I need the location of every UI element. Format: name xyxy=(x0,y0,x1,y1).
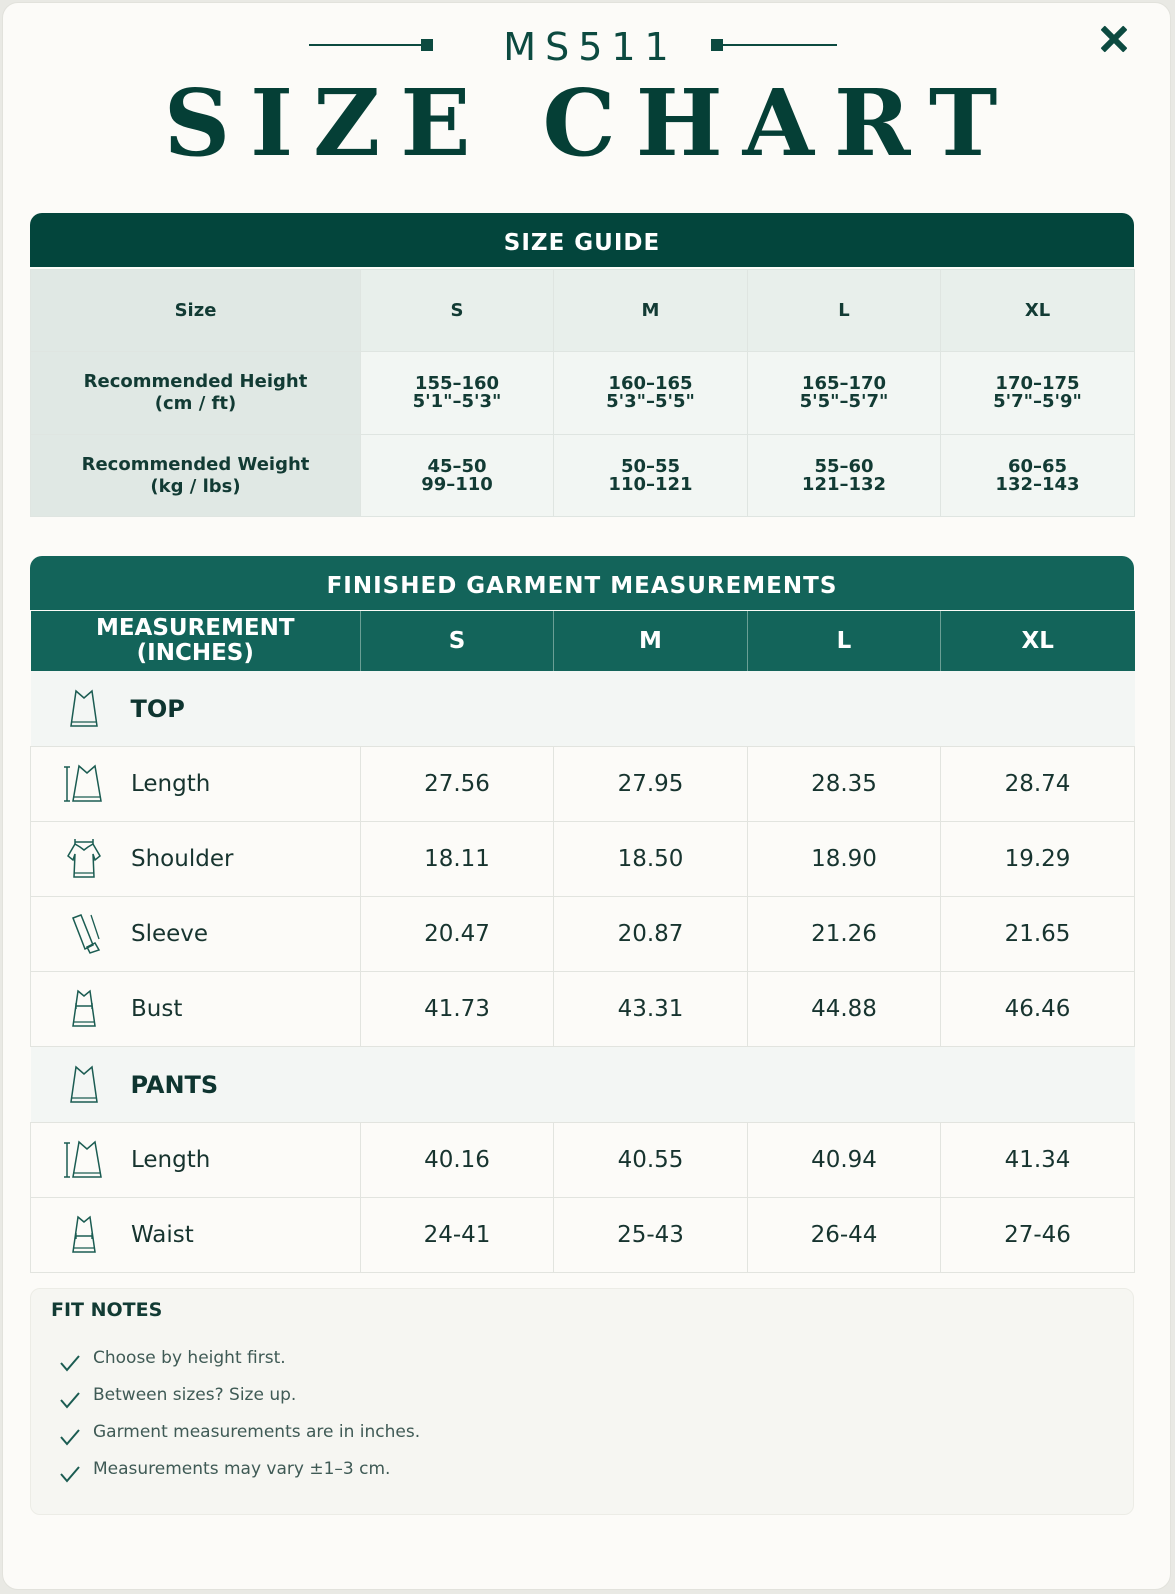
top-shoulder-xl: 19.29 xyxy=(941,822,1135,897)
fit-note-4: Measurements may vary ±1–3 cm. xyxy=(93,1459,391,1479)
height-row xyxy=(31,352,1135,435)
fit-note-1: Choose by height first. xyxy=(93,1348,286,1368)
measure-m-header: M xyxy=(554,611,748,671)
top-length-m: 27.95 xyxy=(554,747,748,822)
weight-xl: 60–65 132–143 xyxy=(941,435,1135,517)
top-shoulder-m: 18.50 xyxy=(554,822,748,897)
fit-notes-title: FIT NOTES xyxy=(51,1299,163,1321)
weight-s: 45–50 99–110 xyxy=(361,435,554,517)
pants-waist-row xyxy=(31,1198,1135,1273)
check-icon xyxy=(59,1390,81,1410)
height-xl: 170–175 5'7"–5'9" xyxy=(941,352,1135,435)
pants-length-xl: 41.34 xyxy=(941,1123,1135,1198)
height-l: 165–170 5'5"–5'7" xyxy=(748,352,941,435)
size-column-label: Size xyxy=(31,270,361,352)
top-sleeve-row xyxy=(31,897,1135,972)
top-shoulder-row xyxy=(31,822,1135,897)
pants-waist-xl: 27-46 xyxy=(941,1198,1135,1273)
top-bust-s: 41.73 xyxy=(361,972,554,1047)
product-code: MS511 xyxy=(503,25,678,69)
height-m: 160–165 5'3"–5'5" xyxy=(554,352,748,435)
measurements-header-row xyxy=(31,611,1135,671)
top-length-xl: 28.74 xyxy=(941,747,1135,822)
measure-s-header: S xyxy=(361,611,554,671)
pants-length-l: 40.94 xyxy=(748,1123,941,1198)
garment-shoulder-icon xyxy=(63,838,105,880)
size-xl-header: XL xyxy=(941,270,1135,352)
top-bust-row xyxy=(31,972,1135,1047)
pants-length-row xyxy=(31,1123,1135,1198)
height-s: 155–160 5'1"–5'3" xyxy=(361,352,554,435)
measure-xl-header: XL xyxy=(941,611,1135,671)
top-bust-m: 43.31 xyxy=(554,972,748,1047)
top-sleeve-l: 21.26 xyxy=(748,897,941,972)
fit-notes-panel xyxy=(30,1288,1134,1515)
top-sleeve-label: Sleeve xyxy=(131,921,209,947)
pants-waist-s: 24-41 xyxy=(361,1198,554,1273)
top-shoulder-s: 18.11 xyxy=(361,822,554,897)
check-icon xyxy=(59,1427,81,1447)
measurements-title: FINISHED GARMENT MEASUREMENTS xyxy=(30,556,1134,610)
top-length-label: Length xyxy=(131,771,211,797)
size-s-header: S xyxy=(361,270,554,352)
top-sleeve-s: 20.47 xyxy=(361,897,554,972)
category-top-label: TOP xyxy=(130,694,185,723)
check-icon xyxy=(59,1353,81,1373)
top-garment-icon xyxy=(63,688,105,730)
category-pants-label: PANTS xyxy=(130,1070,219,1099)
fit-note-2: Between sizes? Size up. xyxy=(93,1385,297,1405)
pants-waist-m: 25-43 xyxy=(554,1198,748,1273)
pants-length-m: 40.55 xyxy=(554,1123,748,1198)
pants-garment-icon xyxy=(63,1064,105,1106)
category-top-row xyxy=(31,671,1135,747)
fit-note-3: Garment measurements are in inches. xyxy=(93,1422,421,1442)
sleeve-icon xyxy=(63,913,105,955)
garment-length-icon xyxy=(63,1139,105,1181)
top-bust-l: 44.88 xyxy=(748,972,941,1047)
size-m-header: M xyxy=(554,270,748,352)
size-guide-header-row xyxy=(31,270,1135,352)
top-shoulder-label: Shoulder xyxy=(131,846,234,872)
top-length-l: 28.35 xyxy=(748,747,941,822)
size-l-header: L xyxy=(748,270,941,352)
top-shoulder-l: 18.90 xyxy=(748,822,941,897)
pants-waist-l: 26-44 xyxy=(748,1198,941,1273)
measurement-column-label: MEASUREMENT (INCHES) xyxy=(31,611,361,671)
size-guide-table xyxy=(30,269,1135,517)
garment-length-icon xyxy=(63,763,105,805)
pants-length-s: 40.16 xyxy=(361,1123,554,1198)
top-length-row xyxy=(31,747,1135,822)
size-guide-title: SIZE GUIDE xyxy=(30,213,1134,267)
measure-l-header: L xyxy=(748,611,941,671)
page-title: SIZE CHART xyxy=(163,69,1018,177)
top-bust-label: Bust xyxy=(131,996,183,1022)
garment-bust-icon xyxy=(63,988,105,1030)
top-bust-xl: 46.46 xyxy=(941,972,1135,1047)
pants-waist-label: Waist xyxy=(131,1222,194,1248)
measurements-table xyxy=(30,611,1135,1273)
size-chart-card xyxy=(2,2,1171,1590)
category-pants-row xyxy=(31,1047,1135,1123)
weight-m: 50–55 110–121 xyxy=(554,435,748,517)
weight-row xyxy=(31,435,1135,517)
check-icon xyxy=(59,1464,81,1484)
garment-waist-icon xyxy=(63,1214,105,1256)
weight-label: Recommended Weight (kg / lbs) xyxy=(31,435,361,517)
top-sleeve-m: 20.87 xyxy=(554,897,748,972)
height-label: Recommended Height (cm / ft) xyxy=(31,352,361,435)
top-sleeve-xl: 21.65 xyxy=(941,897,1135,972)
top-length-s: 27.56 xyxy=(361,747,554,822)
pants-length-label: Length xyxy=(131,1147,211,1173)
weight-l: 55–60 121–132 xyxy=(748,435,941,517)
